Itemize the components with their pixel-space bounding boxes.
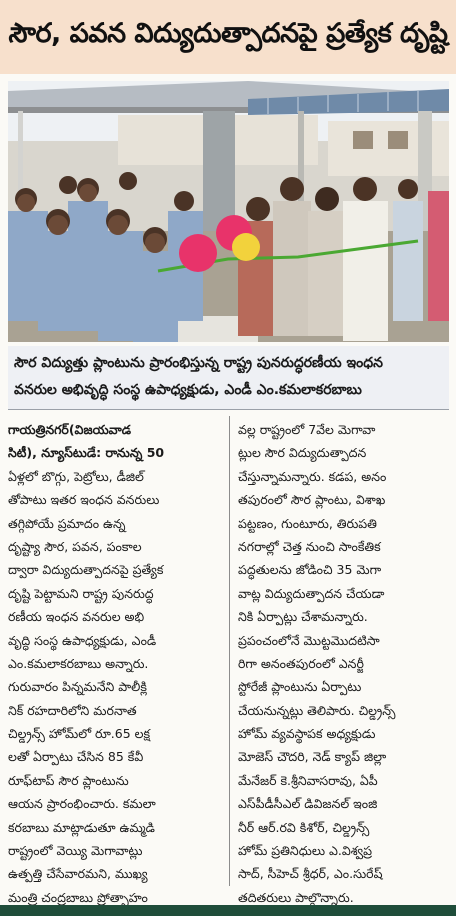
article-line: వల్ల రాష్ట్రంలో 7వేల మెగావా	[238, 422, 376, 437]
article-line: తదితరులు పాల్గొన్నారు.	[238, 889, 354, 905]
article-line: రాష్ట్రంలో వెయ్యి మెగావాట్లు	[8, 843, 143, 859]
article-line: ఏళ్లలో బొగ్గు, పెట్రోలు, డీజిల్	[8, 468, 144, 484]
headline: సౌర, పవన విద్యుదుత్పాదనపై ప్రత్యేక దృష్టి	[8, 18, 448, 49]
article-line: రిగా అనంతపురంలో ఎనర్జీ	[238, 655, 364, 671]
photo-caption	[8, 346, 449, 410]
article-line: వాట్ల విద్యుదుత్పాదన చేయడా	[238, 585, 385, 601]
article-line: నీర్ ఆర్.రవి కిశోర్, చిల్డ్రన్స్	[238, 819, 370, 835]
caption-line-2: వనరుల అభివృద్ధి సంస్థ ఉపాధ్యక్షుడు, ఎండీ ఎం.కమలాకరబాబు	[14, 382, 362, 398]
column-divider	[229, 416, 230, 886]
article-line: ఎస్‌పీడీసీఎల్ డివిజనల్ ఇంజి	[238, 796, 378, 812]
photo-scene	[8, 81, 449, 342]
article-line: ఆయన ప్రారంభించారు. కమలా	[8, 796, 156, 812]
article-line: హోమ్ ప్రతినిధులు ఎ.విశ్వప్ర	[238, 843, 372, 859]
page-bottom-bar	[0, 905, 456, 916]
article-line: కరబాబు మాట్లాడుతూ ఉమ్మడి	[8, 819, 155, 835]
article-line: మంత్రి చంద్రబాబు ప్రోత్సాహం	[8, 889, 148, 905]
article-line: మోజెస్ చౌదరి, నెడ్ క్యాప్ జిల్లా	[238, 749, 387, 765]
article-line: మేనేజర్ కె.శ్రీనివాసరావు, ఏపీ	[238, 772, 378, 788]
article-line: తోపాటు ఇతర ఇంధన వనరులు	[8, 492, 160, 508]
article-line: చేయనున్నట్లు తెలిపారు. చిల్డ్రన్స్	[238, 702, 396, 718]
article-line: నగరాల్లో చెత్త నుంచి సాంకేతిక	[238, 538, 381, 554]
article-line: తపురంలో సౌర ప్లాంటు, విశాఖ	[238, 492, 386, 508]
article-line: చిల్డ్రన్స్ హోమ్‌లో రూ.65 లక్ష	[8, 726, 151, 742]
article-line: లతో ఏర్పాటు చేసిన 85 కేవీ	[8, 749, 144, 765]
article-line: రణీయ ఇంధన వనరుల అభి	[8, 609, 145, 625]
article-line: ద్వారా విద్యుదుత్పాదనపై ప్రత్యేక	[8, 562, 164, 578]
news-photo	[8, 81, 449, 342]
article-line: దృష్ట్యా సౌర, పవన, పంకాల	[8, 538, 142, 554]
article-line: గాయత్రినగర్(విజయవాడ	[8, 422, 132, 437]
article-line: హోమ్ వ్యవస్థాపక అధ్యక్షుడు	[238, 726, 376, 742]
article-column-right	[238, 418, 452, 909]
article-line: పట్టణం, గుంటూరు, తిరుపతి	[238, 515, 377, 531]
article-line: ప్రపంచంలోనే మొట్టమొదటిసా	[238, 632, 380, 648]
article-line: దృష్టి పెట్టామని రాష్ట్ర పునరుద్ధ	[8, 585, 154, 601]
article-line: తగ్గిపోయే ప్రమాదం ఉన్న	[8, 515, 126, 531]
article-line: ఉత్పత్తి చేసేవారమని, ముఖ్య	[8, 866, 148, 882]
article-line: నికి ఏర్పాట్లు చేశామన్నారు.	[238, 609, 368, 625]
article-line: నిక్ రహదారిలోని మరనాత	[8, 702, 137, 718]
article-line: చేస్తున్నామన్నారు. కడప, అనం	[238, 468, 387, 484]
article-line: గురువారం పిన్నమనేని పాలీక్లి	[8, 679, 147, 695]
article-line: రూఫ్‌టాప్ సౌర ప్లాంటును	[8, 772, 129, 788]
article-line: ఎం.కమలాకరబాబు అన్నారు.	[8, 655, 149, 671]
article-line: వృద్ధి సంస్థ ఉపాధ్యక్షుడు, ఎండీ	[8, 632, 157, 648]
article-line: ట్లుల సౌర విద్యుదుత్పాదన	[238, 445, 367, 461]
article-line: స్టోరేజీ ప్లాంటును ఏర్పాటు	[238, 679, 362, 695]
article-line: సిటీ), న్యూస్‌టుడే: రానున్న 50	[8, 445, 165, 461]
article-line: సాద్, సీహెచ్ శ్రీధర్, ఎం.సురేష్	[238, 866, 383, 882]
caption-line-1: సౌర విద్యుత్తు ప్లాంటును ప్రారంభిస్తున్న రాష్ట్ర పునరుద్ధరణీయ ఇంధన	[14, 355, 383, 371]
article-line: పద్ధతులను జోడించి 35 మెగా	[238, 562, 382, 578]
article-column-left	[8, 418, 222, 909]
headline-band	[0, 0, 456, 74]
